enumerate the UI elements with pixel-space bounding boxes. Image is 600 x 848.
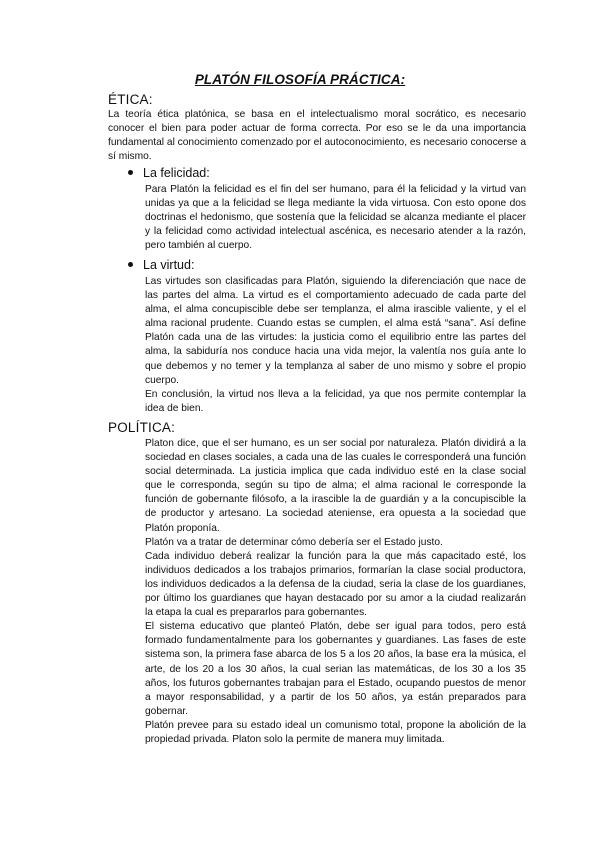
section-heading-etica: ÉTICA: <box>108 92 153 107</box>
politica-paragraph-4: El sistema educativo que planteó Platón, debe ser igual para todos, pero está formado fundamentalmente para los gobernantes y guardianes. Las fases de este sistema son, la primera fase abarca de los 5 a los 20 años, la base era la música, el arte, de los 20 a los 30 años, la cual serian las matemáticas, de los 30 a los 35 años, los futuros gobernantes trabajan para el Estado, ocupando puestos de menor a mayor responsabilidad, y a partir de los 50 años, ya están preparados para gobernar. <box>145 621 526 717</box>
virtud-block <box>145 275 526 416</box>
page-title: PLATÓN FILOSOFÍA PRÁCTICA: <box>194 72 406 87</box>
etica-intro-block <box>108 108 526 164</box>
virtud-conclusion-paragraph: En conclusión, la virtud nos lleva a la felicidad, ya que nos permite contemplar la idea de bien. <box>145 388 526 414</box>
felicidad-block <box>145 183 526 253</box>
felicidad-heading: La felicidad: <box>143 166 210 180</box>
bullet-dot-icon <box>128 170 133 175</box>
virtud-heading: La virtud: <box>143 258 195 272</box>
etica-intro-paragraph: La teoría ética platónica, se basa en el intelectualismo moral socrático, es necesario conocer el bien para poder actuar de forma correcta. Por eso se le da una importancia fundamental al conocimiento comenzado por el autoconocimiento, es necesario conocerse a sí mismo. <box>108 109 526 163</box>
virtud-paragraph: Las virtudes son clasificadas para Platón, siguiendo la diferenciación que nace de las partes del alma. La virtud es el comportamiento adecuado de cada parte del alma, el alma concupiscible debe ser templanza, el alma irascible valiente, y el el alma racional prudente. Cuando estas se cumplen, el alma está “sana”. Así define Platón cada una de las virtudes: la justicia como el equilibrio entre las partes del alma, la sabiduría nos conduce hacia una vida mejor, la valentía nos guía ante lo que debemos y no temer y la templanza al saber de uno mismo y sobre el propio cuerpo. <box>145 276 526 386</box>
politica-paragraph-2: Platón va a tratar de determinar cómo debería ser el Estado justo. <box>145 536 443 548</box>
bullet-dot-icon <box>128 262 133 267</box>
felicidad-paragraph: Para Platón la felicidad es el fin del ser humano, para él la felicidad y la virtud van unidas ya que a la felicidad se llega mediante la vida virtuosa. Con esto opone dos doctrinas el hedonismo, que sostenía que la felicidad se alcanza mediante el placer y la felicidad como actividad intelectual ascénica, es necesario atender a la razón, pero también al cuerpo. <box>145 184 526 252</box>
politica-paragraph-1: Platon dice, que el ser humano, es un ser social por naturaleza. Platón dividirá a la sociedad en clases sociales, a cada una de las cuales le corresponderá una función social determinada. La justicia implica que cada individuo esté en la clase social que le corresponda, según su tipo de alma; el alma racional le corresponde la función de gobernante filósofo, a la irascible la de guardián y a la concupiscible la de productor y artesano. La sociedad ateniense, era opuesta a la sociedad que Platón proponía. <box>145 438 526 534</box>
section-heading-politica: POLÍTICA: <box>108 420 176 435</box>
politica-block <box>145 437 526 747</box>
bullet-felicidad <box>128 166 210 180</box>
politica-paragraph-5: Platón prevee para su estado ideal un comunismo total, propone la abolición de la propiedad privada. Platon solo la permite de manera muy limitada. <box>145 719 526 745</box>
politica-paragraph-3: Cada individuo deberá realizar la función para la que más capacitado esté, los individuos dedicados a los trabajos primarios, formarían la clase social productora, los individuos dedicados a la defensa de la ciudad, seria la clase de los guardianes, por último los guardianes que hayan destacado por su amor a la ciudad realizarán la etapa la cual es prepararlos para gobernantes. <box>145 550 526 619</box>
bullet-virtud <box>128 258 194 272</box>
